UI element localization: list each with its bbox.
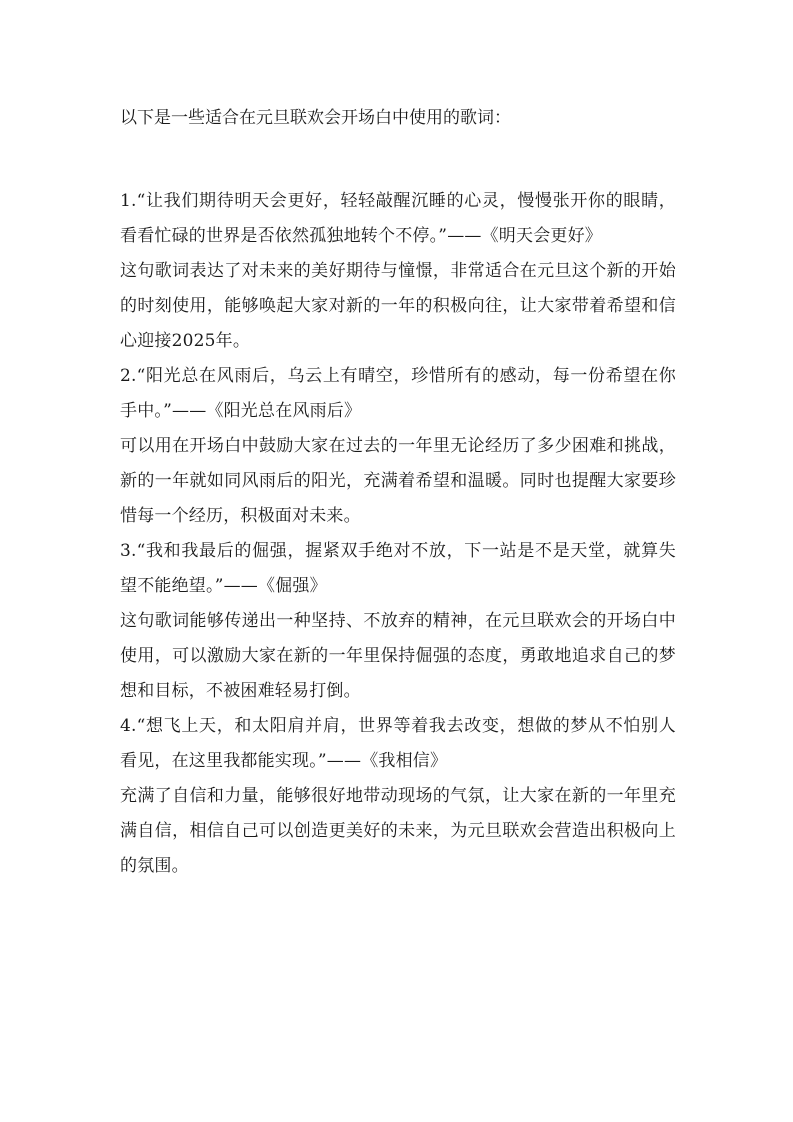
lyric-2: 2.“阳光总在风雨后，乌云上有晴空，珍惜所有的感动，每一份希望在你手中。”——《阳光总在风雨后》 xyxy=(120,366,676,421)
explanation-4: 充满了自信和力量，能够很好地带动现场的气氛，让大家在新的一年里充满自信，相信自己可以创造更美好的未来，为元旦联欢会营造出积极向上的氛围。 xyxy=(120,786,676,876)
explanation-1: 这句歌词表达了对未来的美好期待与憧憬，非常适合在元旦这个新的开始的时刻使用，能够唤起大家对新的一年的积极向往，让大家带着希望和信心迎接2025年。 xyxy=(120,261,676,351)
explanation-3: 这句歌词能够传递出一种坚持、不放弃的精神，在元旦联欢会的开场白中使用，可以激励大家在新的一年里保持倔强的态度，勇敢地追求自己的梦想和目标，不被困难轻易打倒。 xyxy=(120,611,676,701)
lyric-4: 4.“想飞上天，和太阳肩并肩，世界等着我去改变，想做的梦从不怕别人看见，在这里我都能实现。”——《我相信》 xyxy=(120,716,676,771)
lyric-3: 3.“我和我最后的倔强，握紧双手绝对不放，下一站是不是天堂，就算失望不能绝望。”——《倔强》 xyxy=(120,541,676,596)
explanation-2: 可以用在开场白中鼓励大家在过去的一年里无论经历了多少困难和挑战，新的一年就如同风雨后的阳光，充满着希望和温暖。同时也提醒大家要珍惜每一个经历，积极面对未来。 xyxy=(120,436,676,526)
intro-text: 以下是一些适合在元旦联欢会开场白中使用的歌词： xyxy=(120,108,511,128)
lyric-1: 1.“让我们期待明天会更好，轻轻敲醒沉睡的心灵，慢慢张开你的眼睛，看看忙碌的世界是否依然孤独地转个不停。”——《明天会更好》 xyxy=(120,191,676,246)
document-body xyxy=(120,96,676,884)
